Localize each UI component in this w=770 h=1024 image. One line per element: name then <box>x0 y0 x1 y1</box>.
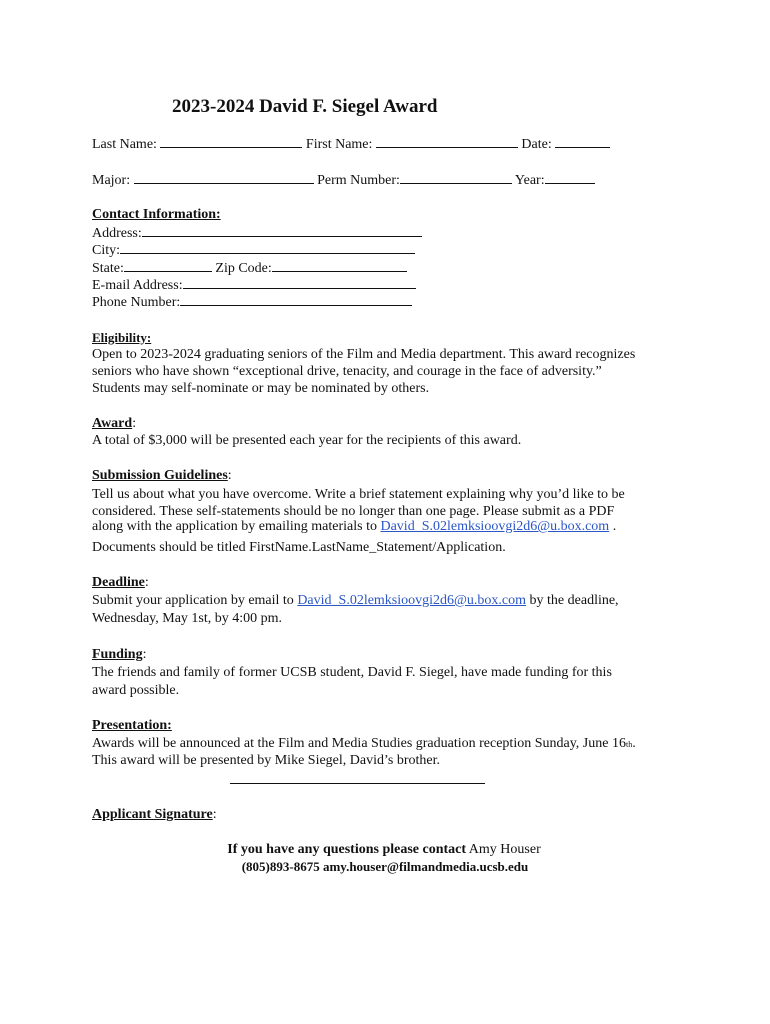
perm-number-field[interactable] <box>400 171 512 184</box>
signature-heading-row <box>92 806 217 823</box>
presentation-text-1-suffix: th <box>625 740 633 749</box>
submission-heading-row <box>92 467 232 484</box>
eligibility-text-2: seniors who have shown “exceptional drive, tenacity, and courage in the face of adversity.” <box>92 364 602 379</box>
award-colon: : <box>132 416 137 431</box>
deadline-colon: : <box>144 575 149 590</box>
state-zip-row <box>92 259 407 277</box>
submission-text-1: Tell us about what you have overcome. Write a brief statement explaining why you’d like to be <box>92 487 625 502</box>
submission-email-link[interactable]: David_S.02lemksioovgi2d6@u.box.com <box>380 519 610 534</box>
submission-text-3 <box>92 518 616 535</box>
date-field[interactable] <box>555 135 610 148</box>
submission-text-4: Documents should be titled FirstName.LastName_Statement/Application. <box>92 540 506 555</box>
email-row <box>92 276 416 294</box>
state-field[interactable] <box>124 259 212 272</box>
first-name-field[interactable] <box>376 135 518 148</box>
name-date-row <box>92 135 610 153</box>
city-label: City: <box>92 243 121 258</box>
presentation-text-1-main: Awards will be announced at the Film and Media Studies graduation reception Sunday, June 16 <box>92 736 626 751</box>
deadline-heading-row <box>92 574 149 591</box>
last-name-field[interactable] <box>160 135 302 148</box>
funding-text-2: award possible. <box>92 683 180 698</box>
deadline-email-link[interactable]: David_S.02lemksioovgi2d6@u.box.com <box>297 593 527 608</box>
award-heading: Award <box>92 416 133 431</box>
signature-colon: : <box>212 807 217 822</box>
address-row <box>92 224 422 242</box>
submission-colon: : <box>227 468 232 483</box>
questions-text: If you have any questions please contact <box>227 842 467 857</box>
year-field[interactable] <box>545 171 595 184</box>
state-label: State: <box>92 261 124 276</box>
eligibility-text-1: Open to 2023-2024 graduating seniors of the Film and Media department. This award recognizes <box>92 347 636 362</box>
presentation-text-1-end: . <box>632 736 636 751</box>
email-field[interactable] <box>183 276 416 289</box>
phone-label: Phone Number: <box>92 295 181 310</box>
phone-row <box>92 293 412 311</box>
zip-field[interactable] <box>272 259 407 272</box>
funding-heading: Funding <box>92 647 143 662</box>
signature-line[interactable] <box>230 783 485 784</box>
major-field[interactable] <box>134 171 314 184</box>
zip-label: Zip Code: <box>215 261 272 276</box>
submission-heading: Submission Guidelines <box>92 468 228 483</box>
city-field[interactable] <box>120 241 415 254</box>
last-name-label: Last Name: <box>92 137 157 152</box>
funding-colon: : <box>142 647 147 662</box>
city-row <box>92 241 415 259</box>
eligibility-text-3: Students may self-nominate or may be nominated by others. <box>92 381 430 396</box>
award-heading-row <box>92 415 136 432</box>
phone-field[interactable] <box>180 293 412 306</box>
deadline-text-2: Wednesday, May 1st, by 4:00 pm. <box>92 611 283 626</box>
major-label: Major: <box>92 173 131 188</box>
page-title: 2023-2024 David F. Siegel Award <box>172 96 438 117</box>
year-label: Year: <box>514 173 545 188</box>
deadline-text-1 <box>92 592 619 609</box>
eligibility-heading: Eligibility: <box>92 330 152 345</box>
perm-number-label: Perm Number: <box>317 173 400 188</box>
presentation-heading: Presentation: <box>92 718 172 733</box>
presentation-text-1 <box>92 735 636 753</box>
submission-text-2: considered. These self-statements should be no longer than one page. Please submit as a PDF <box>92 504 615 519</box>
deadline-heading: Deadline <box>92 575 145 590</box>
funding-text-1: The friends and family of former UCSB student, David F. Siegel, have made funding for this <box>92 665 612 680</box>
contact-heading: Contact Information: <box>92 207 221 222</box>
submission-text-3-pre: along with the application by emailing materials to <box>92 519 381 534</box>
presentation-text-2: This award will be presented by Mike Siegel, David’s brother. <box>92 753 440 768</box>
email-label: E-mail Address: <box>92 278 183 293</box>
first-name-label: First Name: <box>305 137 373 152</box>
submission-text-3-post: . <box>609 519 617 534</box>
contact-name: Amy Houser <box>466 842 541 857</box>
signature-heading: Applicant Signature <box>92 807 213 822</box>
contact-phone-email: (805)893-8675 amy.houser@filmandmedia.ucsb.edu <box>241 859 529 874</box>
date-label: Date: <box>521 137 552 152</box>
deadline-text-1-pre: Submit your application by email to <box>92 593 298 608</box>
award-text: A total of $3,000 will be presented each year for the recipients of this award. <box>92 433 522 448</box>
deadline-text-1-post: by the deadline, <box>526 593 619 608</box>
funding-heading-row <box>92 646 146 663</box>
major-perm-year-row <box>92 171 595 189</box>
address-label: Address: <box>92 226 142 241</box>
address-field[interactable] <box>142 224 422 237</box>
questions-contact-line <box>0 841 769 858</box>
